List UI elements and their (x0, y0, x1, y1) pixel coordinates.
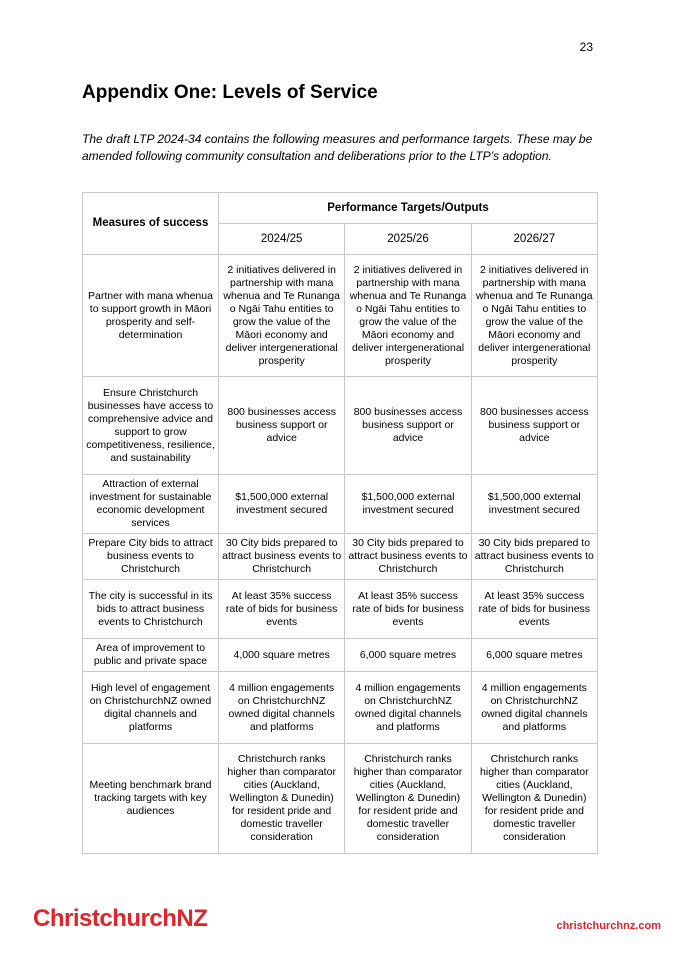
year-header: 2024/25 (219, 224, 345, 255)
target-cell: 4 million engagements on ChristchurchNZ owned digital channels and platforms (345, 672, 471, 744)
page-title: Appendix One: Levels of Service (82, 82, 378, 103)
target-cell: 800 businesses access business support or advice (345, 377, 471, 475)
table-row (83, 672, 598, 744)
page-number: 23 (579, 40, 593, 54)
christchurchnz-logo: ChristchurchNZ (33, 905, 208, 932)
target-cell: At least 35% success rate of bids for business events (345, 580, 471, 639)
target-cell: 2 initiatives delivered in partnership with mana whenua and Te Runanga o Ngāi Tahu entities to grow the value of the Māori economy and deliver intergenerational prosperity (471, 255, 597, 377)
table-row (83, 744, 598, 854)
table-row (83, 475, 598, 534)
table-row (83, 580, 598, 639)
year-header: 2025/26 (345, 224, 471, 255)
targets-header: Performance Targets/Outputs (219, 193, 598, 224)
target-cell: 2 initiatives delivered in partnership with mana whenua and Te Runanga o Ngāi Tahu entities to grow the value of the Māori economy and deliver intergenerational prosperity (345, 255, 471, 377)
table-row (83, 639, 598, 672)
target-cell: 30 City bids prepared to attract business events to Christchurch (471, 534, 597, 580)
measure-cell: Partner with mana whenua to support growth in Māori prosperity and self-determination (83, 255, 219, 377)
target-cell: $1,500,000 external investment secured (345, 475, 471, 534)
measures-header: Measures of success (83, 193, 219, 255)
target-cell: At least 35% success rate of bids for business events (219, 580, 345, 639)
table-row (83, 377, 598, 475)
target-cell: 2 initiatives delivered in partnership with mana whenua and Te Runanga o Ngāi Tahu entities to grow the value of the Māori economy and deliver intergenerational prosperity (219, 255, 345, 377)
target-cell: 800 businesses access business support or advice (219, 377, 345, 475)
measure-cell: The city is successful in its bids to attract business events to Christchurch (83, 580, 219, 639)
table-row (83, 534, 598, 580)
measure-cell: High level of engagement on ChristchurchNZ owned digital channels and platforms (83, 672, 219, 744)
year-header: 2026/27 (471, 224, 597, 255)
measure-cell: Area of improvement to public and private space (83, 639, 219, 672)
table-row (83, 255, 598, 377)
target-cell: 4 million engagements on ChristchurchNZ owned digital channels and platforms (219, 672, 345, 744)
target-cell: 800 businesses access business support or advice (471, 377, 597, 475)
levels-of-service-table (82, 192, 598, 854)
target-cell: 30 City bids prepared to attract business events to Christchurch (345, 534, 471, 580)
footer-url[interactable]: christchurchnz.com (556, 920, 661, 932)
target-cell: 6,000 square metres (345, 639, 471, 672)
target-cell: At least 35% success rate of bids for business events (471, 580, 597, 639)
table-header-row (83, 193, 598, 224)
measure-cell: Prepare City bids to attract business events to Christchurch (83, 534, 219, 580)
target-cell: Christchurch ranks higher than comparator cities (Auckland, Wellington & Dunedin) for resident pride and domestic traveller consideration (345, 744, 471, 854)
measure-cell: Attraction of external investment for sustainable economic development services (83, 475, 219, 534)
measure-cell: Meeting benchmark brand tracking targets with key audiences (83, 744, 219, 854)
target-cell: Christchurch ranks higher than comparator cities (Auckland, Wellington & Dunedin) for resident pride and domestic traveller consideration (219, 744, 345, 854)
target-cell: 4,000 square metres (219, 639, 345, 672)
intro-paragraph: The draft LTP 2024-34 contains the following measures and performance targets. These may be amended following community consultation and deliberations prior to the LTP’s adoption. (82, 132, 593, 163)
measure-cell: Ensure Christchurch businesses have access to comprehensive advice and support to grow competitiveness, resilience, and sustainability (83, 377, 219, 475)
target-cell: $1,500,000 external investment secured (219, 475, 345, 534)
target-cell: Christchurch ranks higher than comparator cities (Auckland, Wellington & Dunedin) for resident pride and domestic traveller consideration (471, 744, 597, 854)
target-cell: 4 million engagements on ChristchurchNZ owned digital channels and platforms (471, 672, 597, 744)
target-cell: 6,000 square metres (471, 639, 597, 672)
target-cell: 30 City bids prepared to attract business events to Christchurch (219, 534, 345, 580)
target-cell: $1,500,000 external investment secured (471, 475, 597, 534)
